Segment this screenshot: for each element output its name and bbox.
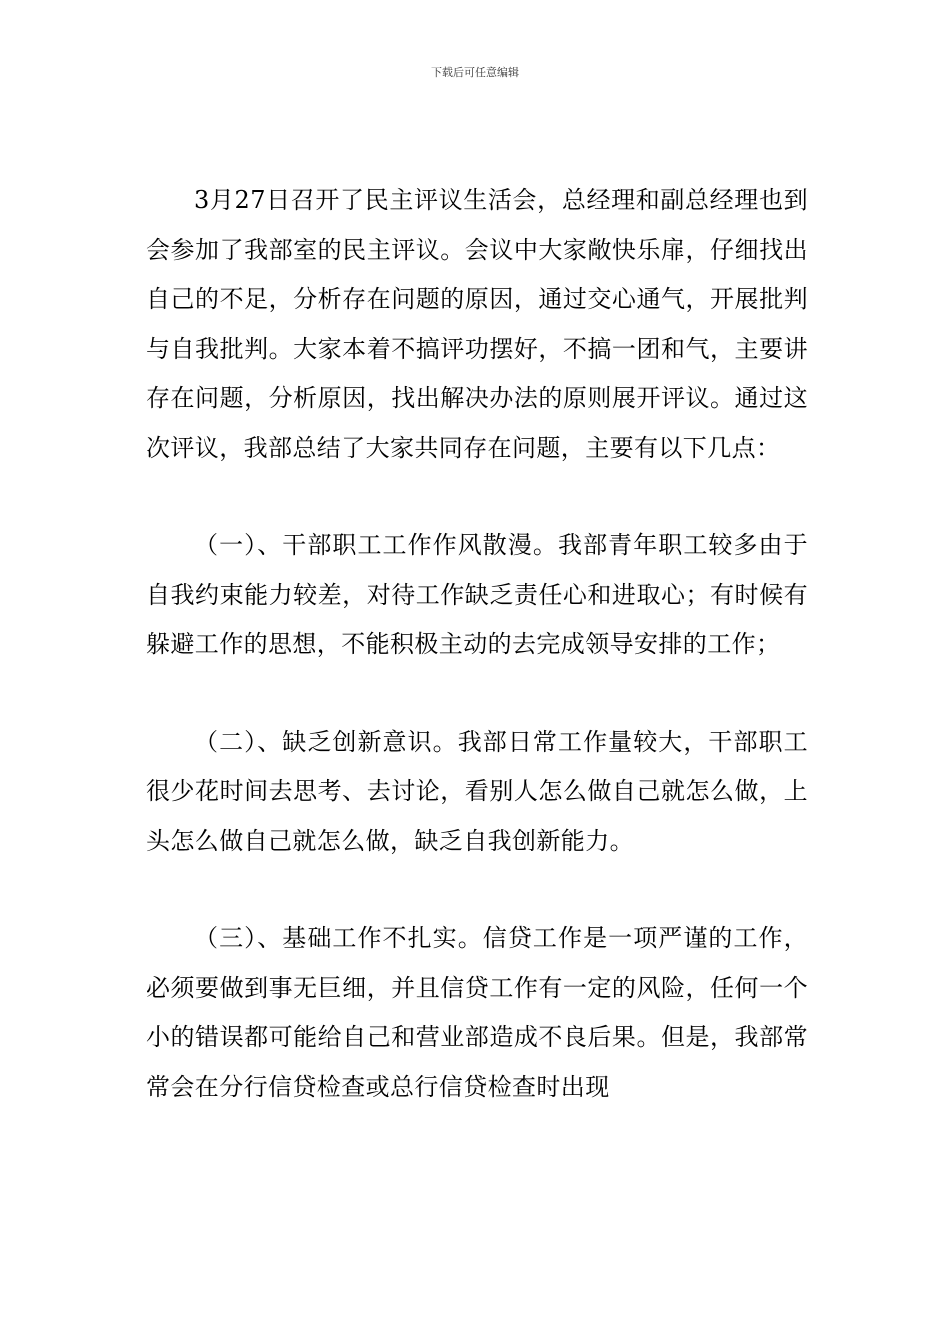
document-body bbox=[146, 176, 808, 1112]
paragraph-intro: 3月27日召开了民主评议生活会，总经理和副总经理也到会参加了我部室的民主评议。会议中大家敞快乐扉，仔细找出自己的不足，分析存在问题的原因，通过交心通气，开展批判与自我批判。大家本着不搞评功摆好，不搞一团和气，主要讲存在问题，分析原因，找出解决办法的原则展开评议。通过这次评议，我部总结了大家共同存在问题，主要有以下几点： bbox=[146, 186, 808, 462]
header-note: 下载后可任意编辑 bbox=[431, 66, 519, 79]
paragraph-point-3: （三）、基础工作不扎实。信贷工作是一项严谨的工作，必须要做到事无巨细，并且信贷工作有一定的风险，任何一个小的错误都可能给自己和营业部造成不良后果。但是，我部常常会在分行信贷检查或总行信贷检查时出现 bbox=[146, 924, 808, 1101]
paragraph-point-2: （二）、缺乏创新意识。我部日常工作量较大，干部职工很少花时间去思考、去讨论，看别人怎么做自己就怎么做，上头怎么做自己就怎么做，缺乏自我创新能力。 bbox=[146, 727, 808, 855]
paragraph-point-1: （一）、干部职工工作作风散漫。我部青年职工较多由于自我约束能力较差，对待工作缺乏责任心和进取心；有时候有躲避工作的思想，不能积极主动的去完成领导安排的工作； bbox=[146, 531, 808, 658]
